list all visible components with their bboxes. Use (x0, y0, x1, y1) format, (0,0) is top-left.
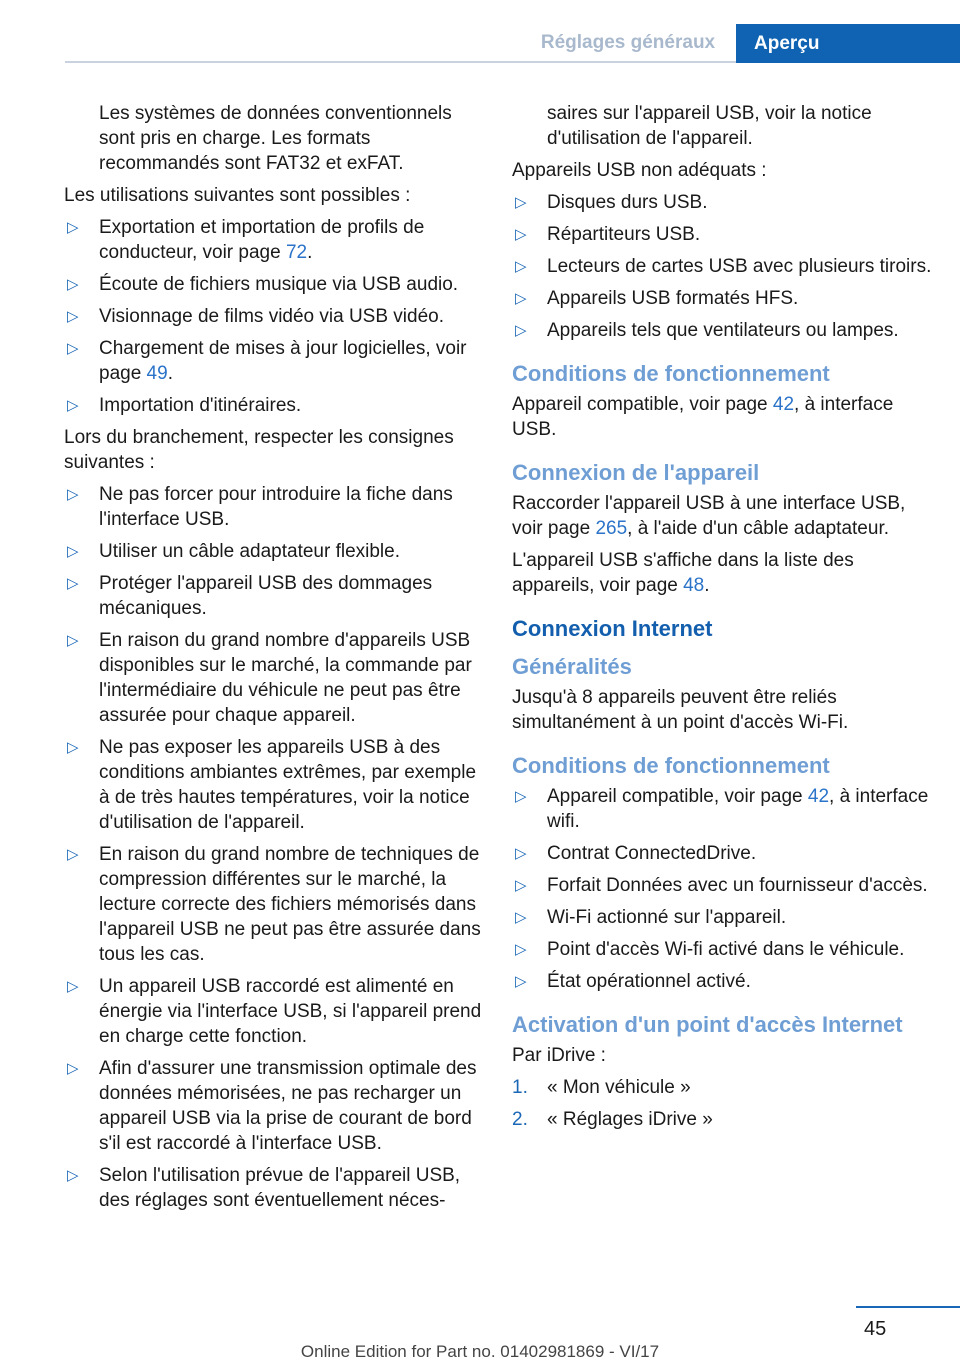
continued-paragraph: saires sur l'appareil USB, voir la notice d'utilisation de l'appareil. (547, 103, 872, 149)
page-link[interactable]: 42 (772, 394, 795, 415)
list-item: ▷ Répartiteurs USB. (515, 224, 701, 245)
list-item: ▷ Disques durs USB. (515, 192, 708, 213)
header-section-tab[interactable]: Réglages généraux (540, 32, 716, 53)
paragraph: Appareil compatible, voir page 42, à interface USB. (512, 394, 894, 440)
unsuitable-list (512, 190, 934, 343)
triangle-bullet-icon: ▷ (67, 978, 79, 995)
uses-list (64, 215, 482, 418)
triangle-bullet-icon: ▷ (515, 226, 527, 243)
list-item: ▷ Forfait Données avec un fournisseur d'accès. (515, 875, 928, 896)
triangle-bullet-icon: ▷ (67, 340, 79, 357)
triangle-bullet-icon: ▷ (515, 194, 527, 211)
list-item: ▷ Visionnage de films vidéo via USB vidéo. (67, 306, 445, 327)
section-heading: Connexion de l'appareil (512, 460, 760, 485)
triangle-bullet-icon: ▷ (67, 1060, 79, 1077)
step-number: 1. (512, 1077, 528, 1098)
paragraph: Par iDrive : (512, 1045, 606, 1066)
footer-rule (856, 1306, 960, 1308)
steps-list (512, 1075, 934, 1132)
triangle-bullet-icon: ▷ (67, 276, 79, 293)
paragraph: L'appareil USB s'affiche dans la liste des appareils, voir page 48. (512, 550, 854, 596)
section-heading: Conditions de fonctionnement (512, 361, 830, 386)
rules-intro: Lors du branchement, respecter les consignes suivantes : (64, 427, 454, 473)
triangle-bullet-icon: ▷ (515, 973, 527, 990)
page-link[interactable]: 48 (683, 575, 705, 596)
list-item: ▷ Contrat ConnectedDrive. (515, 843, 757, 864)
triangle-bullet-icon: ▷ (67, 486, 79, 503)
triangle-bullet-icon: ▷ (67, 219, 79, 236)
list-item: ▷ En raison du grand nombre de techniques de compression différentes sur le marché, la lecture correcte des fichiers mémorisés dans l'appareil USB ne peut pas être assurée dans tous les cas. (67, 844, 481, 965)
triangle-bullet-icon: ▷ (67, 632, 79, 649)
page-link[interactable]: 72 (285, 242, 308, 263)
list-item: ▷ État opérationnel activé. (515, 971, 751, 992)
triangle-bullet-icon: ▷ (515, 788, 527, 805)
triangle-bullet-icon: ▷ (515, 909, 527, 926)
section-heading: Généralités (512, 654, 632, 679)
list-item: ▷ Importation d'itinéraires. (67, 395, 302, 416)
unsuitable-intro: Appareils USB non adéquats : (512, 160, 767, 181)
paragraph: Raccorder l'appareil USB à une interface USB, voir page 265, à l'aide d'un câble adaptateur. (512, 493, 906, 539)
list-item: ▷ Appareils USB formatés HFS. (515, 288, 799, 309)
page-link[interactable]: 42 (807, 786, 830, 807)
uses-intro: Les utilisations suivantes sont possibles : (64, 185, 411, 206)
triangle-bullet-icon: ▷ (515, 290, 527, 307)
triangle-bullet-icon: ▷ (515, 845, 527, 862)
triangle-bullet-icon: ▷ (515, 258, 527, 275)
list-item: ▷ Ne pas exposer les appareils USB à des conditions ambiantes extrêmes, par exemple à de très hautes températures, voir la notice d'utilisation de l'appareil. (67, 737, 477, 833)
list-item: ▷ Point d'accès Wi-fi activé dans le véhicule. (515, 939, 905, 960)
left-column (64, 101, 482, 1220)
list-item: ▷ Protéger l'appareil USB des dommages mécaniques. (67, 573, 433, 619)
list-item: ▷ En raison du grand nombre d'appareils USB disponibles sur le marché, la commande par l'intermédiaire du véhicule ne peut pas être assurée pour chaque appareil. (67, 630, 472, 726)
page-link[interactable]: 49 (146, 363, 168, 384)
list-item: ▷ Selon l'utilisation prévue de l'appareil USB, des réglages sont éventuellement néces- (67, 1165, 461, 1211)
list-item: ▷ Ne pas forcer pour introduire la fiche dans l'interface USB. (67, 484, 453, 530)
triangle-bullet-icon: ▷ (67, 1167, 79, 1184)
continued-paragraph: Les systèmes de données conventionnels sont pris en charge. Les formats recommandés sont FAT32 et exFAT. (99, 103, 452, 174)
triangle-bullet-icon: ▷ (67, 575, 79, 592)
list-item: ▷ Appareil compatible, voir page 42, à interface wifi. (515, 786, 929, 832)
rules-list (64, 482, 482, 1213)
header-current-tab[interactable]: Aperçu (736, 24, 960, 63)
chapter-heading: Connexion Internet (512, 616, 713, 641)
triangle-bullet-icon: ▷ (67, 543, 79, 560)
list-item: ▷ Afin d'assurer une transmission optimale des données mémorisées, ne pas recharger un appareil USB via la prise de courant de bord s'il est raccordé à l'interface USB. (67, 1058, 477, 1154)
paragraph: Jusqu'à 8 appareils peuvent être reliés simultanément à un point d'accès Wi-Fi. (512, 687, 849, 733)
section-heading: Conditions de fonctionnement (512, 753, 830, 778)
triangle-bullet-icon: ▷ (515, 941, 527, 958)
triangle-bullet-icon: ▷ (67, 308, 79, 325)
list-item: 1. « Mon véhicule » (512, 1077, 691, 1098)
section-heading: Activation d'un point d'accès Internet (512, 1012, 903, 1037)
list-item: ▷ Chargement de mises à jour logicielles, voir page 49. (67, 338, 467, 384)
list-item: 2. « Réglages iDrive » (512, 1109, 713, 1130)
list-item: ▷ Utiliser un câble adaptateur flexible. (67, 541, 401, 562)
edition-footer: Online Edition for Part no. 01402981869 - VI/17 (300, 1342, 660, 1361)
list-item: ▷ Un appareil USB raccordé est alimenté en énergie via l'interface USB, si l'appareil prend en charge cette fonction. (67, 976, 482, 1047)
triangle-bullet-icon: ▷ (515, 322, 527, 339)
list-item: ▷ Appareils tels que ventilateurs ou lampes. (515, 320, 899, 341)
conditions-list (512, 784, 934, 994)
triangle-bullet-icon: ▷ (67, 739, 79, 756)
page-number: 45 (864, 1318, 887, 1340)
list-item: ▷ Écoute de fichiers musique via USB audio. (67, 274, 459, 295)
triangle-bullet-icon: ▷ (67, 846, 79, 863)
step-number: 2. (512, 1109, 528, 1130)
list-item: ▷ Exportation et importation de profils de conducteur, voir page 72. (67, 217, 425, 263)
list-item: ▷ Wi-Fi actionné sur l'appareil. (515, 907, 787, 928)
page-link[interactable]: 265 (595, 518, 628, 539)
triangle-bullet-icon: ▷ (67, 397, 79, 414)
triangle-bullet-icon: ▷ (515, 877, 527, 894)
right-column (512, 101, 934, 1139)
list-item: ▷ Lecteurs de cartes USB avec plusieurs tiroirs. (515, 256, 932, 277)
